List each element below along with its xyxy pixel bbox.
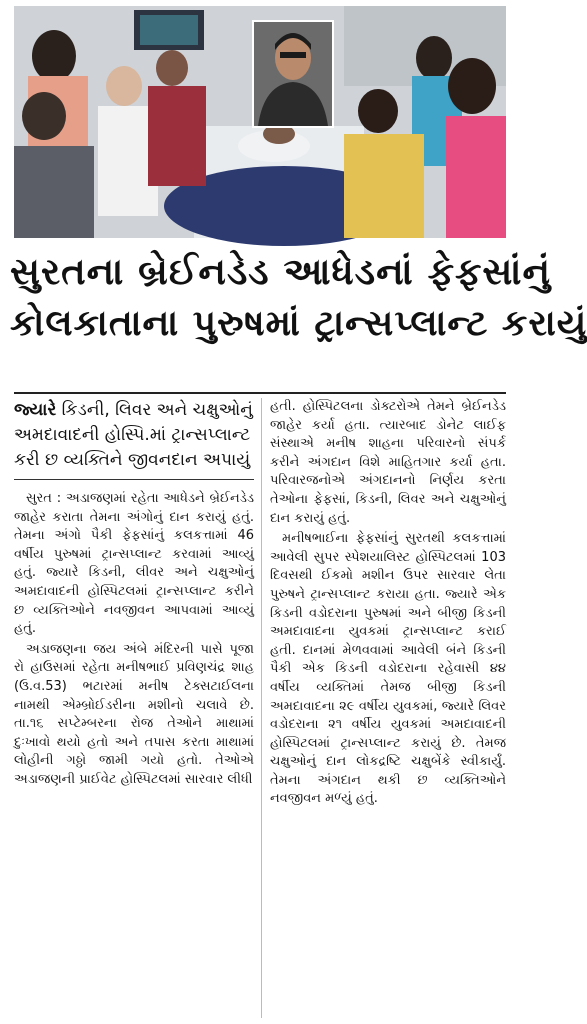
paragraph-2: અડાજણના જય અંબે મંદિરની પાસે પૂજા રો હાઉસમાં રહેતા મનીષભાઈ પ્રવિણચંદ્ર શાહ (ઉ.વ.53) ભટારમાં મનીષ ટેક્સટાઈલના નામથી એમ્બ્રોઈડરીના મશીનો ચલાવે છે. તા.૧૬ સપ્ટેમ્બરના રોજ તેઓને માથામાં દુઃખાવો થયો હતો અને તપાસ કરતા માથામાં લોહીની ગઠ્ઠો જામી ગયો હતો. તેઓએ અડાજણની પ્રાઈવેટ હોસ્પિટલમાં સારવાર લીધી	[14, 641, 254, 787]
portrait-inset	[252, 20, 334, 128]
article-column-right	[270, 398, 506, 811]
paragraph-3: હતી. હોસ્પિટલના ડોક્ટરોએ તેમને બ્રેઈનડેડ જાહેર કર્યા હતા. ત્યારબાદ ડોનેટ લાઈફ સંસ્થાએ મનીષ શાહના પરિવારનો સંપર્ક કરીને અંગદાન વિશે માહિતગાર કર્યા હતા. પરિવારજનોએ અંગદાનનો નિર્ણય કરતા તેઓના ફેફસાં, કિડની, લિવર અને ચક્ષુઓનું દાન કરાયું હતું.	[270, 399, 506, 526]
paragraph-4: મનીષભાઈના ફેફસાંનું સુરતથી કલકત્તામાં આવેલી સુપર સ્પેશયાલિસ્ટ હોસ્પિટલમાં 103 દિવસથી ઈકમો મશીન ઉપર સારવાર લેતા પુરુષને ટ્રાન્સપ્લાન્ટ કરાયા હતા. જ્યારે એક કિડની વડોદરાના પુરુષમાં અને બીજી કિડની અમદાવાદના યુવકમાં ટ્રાન્સપ્લાન્ટ કરાઈ હતી. દાનમાં મેળવવામાં આવેલી બંને કિડની પૈકી એક કિડની વડોદરાના રહેવાસી ૪૪ વર્ષીય વ્યક્તિમાં તેમજ બીજી કિડની અમદાવાદના ૨૯ વર્ષીય યુવકમાં, જ્યારે લિવર વડોદરાના ૨૧ વર્ષીય યુવકમાં અમદાવાદની હોસ્પિટલમાં ટ્રાન્સપ્લાન્ટ કરાયું છે. તેમજ ચક્ષુઓનું દાન લોકદ્રષ્ટિ ચક્ષુબેંકે સ્વીકાર્યું. તેમના અંગદાન થકી છ વ્યક્તિઓને નવજીવન મળ્યું હતું.	[270, 531, 506, 807]
portrait-image	[254, 22, 332, 126]
subheadline-text: કિડની, લિવર અને ચક્ષુઓનું અમદાવાદની હોસ્પિ.માં ટ્રાન્સપ્લાન્ટ કરી છ વ્યક્તિને જીવનદાન અપાયું	[14, 400, 253, 470]
headline-divider	[14, 392, 506, 394]
paragraph-1: સુરત : અડાજણમાં રહેતા આધેડને બ્રેઈનડેડ જાહેર કરાતા તેમના અંગોનું દાન કરાયું હતું. તેમના અંગો પૈકી ફેફસાંનું કલકત્તામાં 46 વર્ષીય પુરુષમાં ટ્રાન્સપ્લાન્ટ કરવામાં આવ્યું હતું. જ્યારે કિડની, લીવર અને ચક્ષુઓનું અમદાવાદની હોસ્પિટલમાં ટ્રાન્સપ્લાન્ટ કરીને છ વ્યક્તિઓને નવજીવન આપવામાં આવ્યું હતું.	[14, 491, 254, 637]
article-column-left	[14, 398, 254, 792]
subheadline-lead: જ્યારે	[14, 400, 57, 420]
headline-line-2: કોલકાતાના પુરુષમાં ટ્રાન્સપ્લાન્ટ કરાયું	[10, 303, 587, 344]
subheadline-divider	[14, 479, 254, 480]
news-photo	[14, 6, 506, 238]
subheadline	[14, 398, 254, 473]
headline-line-1: સુરતના બ્રેઈનડેડ આધેડનાં ફેફસાંનું	[10, 250, 552, 293]
column-divider	[261, 398, 262, 1018]
headline	[10, 246, 587, 350]
